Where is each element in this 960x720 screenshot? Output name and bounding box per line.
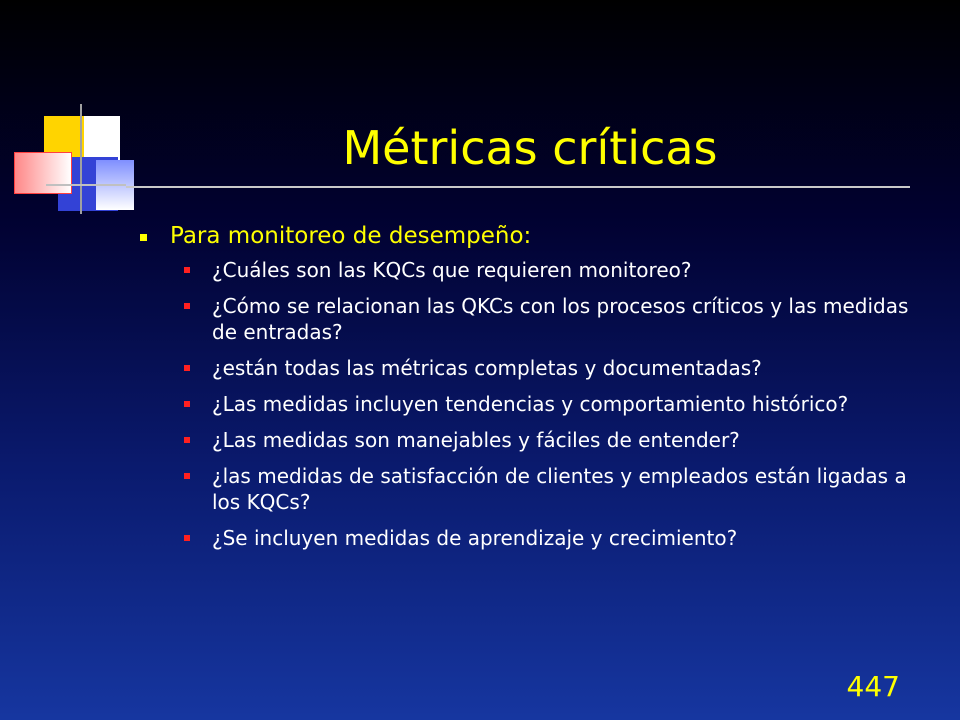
- title-underline: [126, 186, 910, 188]
- heading-bullet: [140, 221, 930, 251]
- list-item: [140, 293, 930, 345]
- list-item-text: ¿Cómo se relacionan las QKCs con los procesos críticos y las medidas de entradas?: [212, 294, 909, 344]
- red-bullet-icon: [184, 365, 190, 371]
- red-bullet-icon: [184, 535, 190, 541]
- question-list: [140, 257, 930, 551]
- yellow-bullet-icon: [140, 234, 147, 241]
- list-item: [140, 525, 930, 551]
- list-item-text: ¿Cuáles son las KQCs que requieren monitoreo?: [212, 258, 692, 282]
- red-bullet-icon: [184, 401, 190, 407]
- list-item-text: ¿las medidas de satisfacción de clientes y empleados están ligadas a los KQCs?: [212, 464, 907, 514]
- list-item-text: ¿Las medidas son manejables y fáciles de entender?: [212, 428, 740, 452]
- vertical-line-decoration: [80, 104, 82, 214]
- heading-text: Para monitoreo de desempeño:: [170, 223, 532, 249]
- list-item-text: ¿Se incluyen medidas de aprendizaje y crecimiento?: [212, 526, 738, 550]
- red-bullet-icon: [184, 303, 190, 309]
- red-square-decoration: [14, 152, 72, 194]
- list-item-text: ¿están todas las métricas completas y documentadas?: [212, 356, 762, 380]
- red-bullet-icon: [184, 437, 190, 443]
- red-bullet-icon: [184, 267, 190, 273]
- list-item: [140, 355, 930, 381]
- page-number: 447: [846, 670, 900, 703]
- list-item: [140, 463, 930, 515]
- short-horizontal-line-decoration: [46, 184, 126, 186]
- list-item: [140, 257, 930, 283]
- slide-title: Métricas críticas: [342, 121, 718, 175]
- red-bullet-icon: [184, 473, 190, 479]
- list-item: [140, 427, 930, 453]
- list-item: [140, 391, 930, 417]
- list-item-text: ¿Las medidas incluyen tendencias y comportamiento histórico?: [212, 392, 849, 416]
- slide-content: [140, 221, 930, 561]
